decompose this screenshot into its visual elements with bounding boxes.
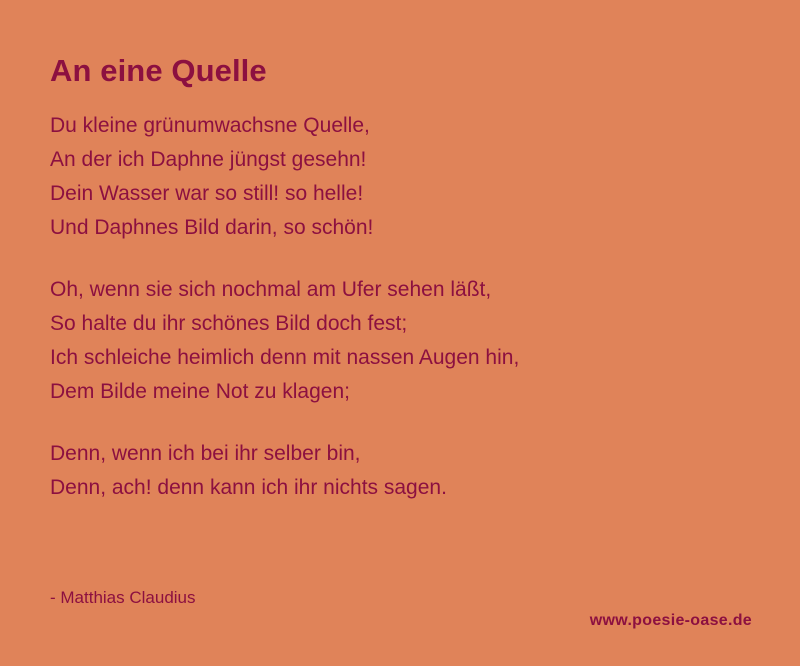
poem-stanza-2 <box>50 273 750 409</box>
poem-line: Dein Wasser war so still! so helle! <box>50 182 364 206</box>
poem-line: Ich schleiche heimlich denn mit nassen Augen hin, <box>50 346 520 370</box>
poem-line: Und Daphnes Bild darin, so schön! <box>50 216 374 240</box>
poem-line: Denn, wenn ich bei ihr selber bin, <box>50 442 361 466</box>
site-credit: www.poesie-oase.de <box>589 612 752 629</box>
poem-line: Denn, ach! denn kann ich ihr nichts sagen. <box>50 476 447 500</box>
page-title: An eine Quelle <box>50 53 267 88</box>
poem-line: Du kleine grünumwachsne Quelle, <box>50 114 370 138</box>
poem-author: - Matthias Claudius <box>50 588 196 607</box>
poem-line: Dem Bilde meine Not zu klagen; <box>50 380 350 404</box>
poem-line: An der ich Daphne jüngst gesehn! <box>50 148 367 172</box>
poem-line: So halte du ihr schönes Bild doch fest; <box>50 312 408 336</box>
poem-line: Oh, wenn sie sich nochmal am Ufer sehen läßt, <box>50 278 492 302</box>
poem-stanza-3 <box>50 437 750 505</box>
poem-stanza-1 <box>50 109 750 245</box>
